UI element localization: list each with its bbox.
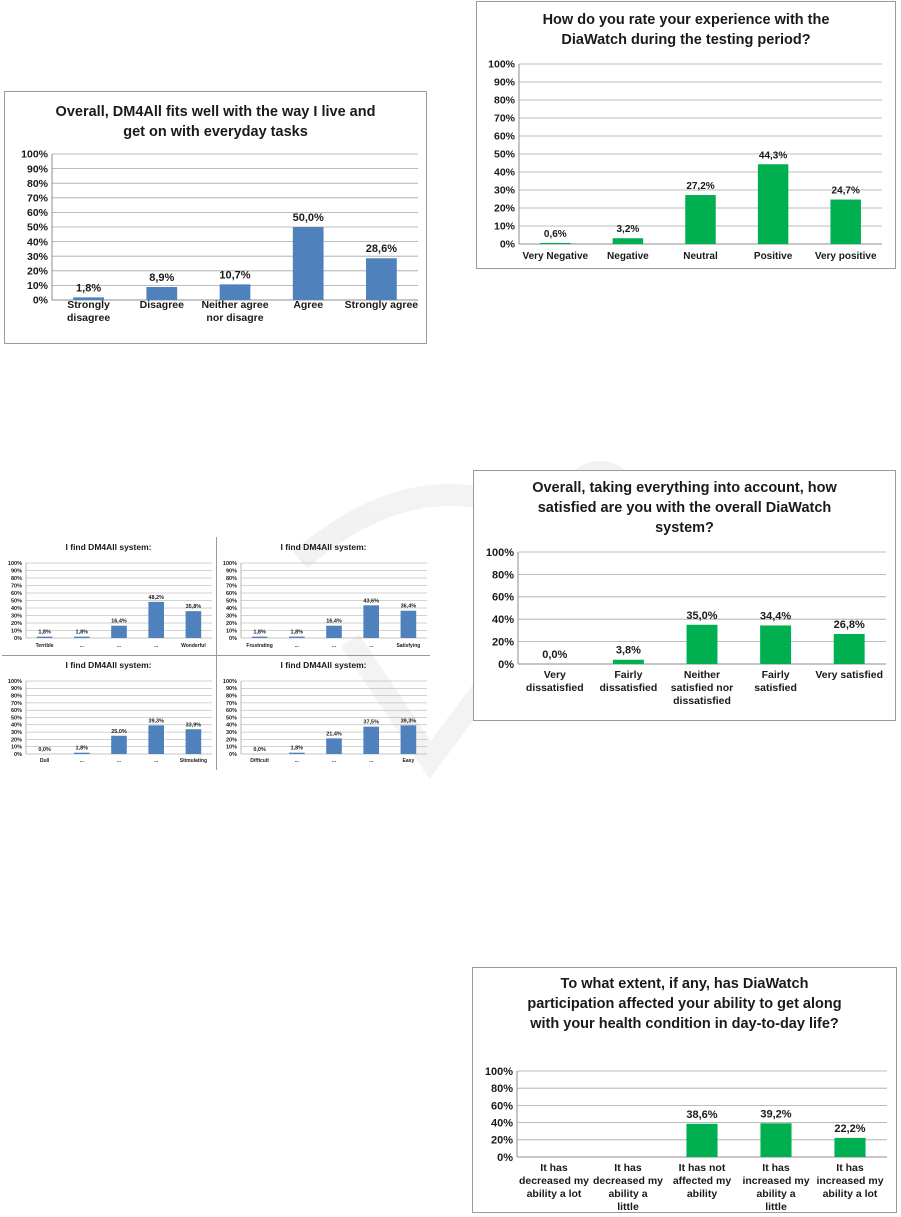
y-tick-label: 0% (14, 751, 22, 758)
data-label: 16,4% (326, 618, 342, 625)
data-label: 25,0% (111, 728, 127, 735)
bar (687, 625, 718, 664)
x-tick-label: Stimulating (179, 758, 208, 764)
y-tick-label: 20% (490, 1134, 513, 1147)
bar (613, 660, 644, 664)
y-tick-label: 30% (225, 730, 237, 737)
y-tick-label: 40% (490, 1117, 513, 1130)
y-tick-label: 60% (493, 130, 515, 143)
data-label: 26,8% (833, 618, 865, 631)
y-tick-label: 100% (7, 678, 22, 685)
y-tick-label: 20% (225, 620, 237, 627)
chart-title: Overall, taking everything into account, how satisfied are you with the overall DiaWatch system? (532, 480, 837, 536)
y-tick-label: 20% (491, 636, 514, 649)
data-label: 0,0% (38, 747, 51, 753)
y-tick-label: 20% (10, 737, 22, 744)
x-tick-label: It has not affected my ability (672, 1162, 732, 1200)
x-tick-label: Negative (607, 251, 649, 262)
data-label: 39,3% (148, 718, 165, 725)
y-tick-label: 90% (225, 686, 237, 693)
y-tick-label: 0% (497, 1151, 513, 1164)
data-label: 35,0% (686, 609, 718, 622)
y-tick-label: 80% (225, 575, 237, 582)
data-label: 27,2% (686, 181, 715, 193)
x-tick-label: Neutral (683, 251, 718, 262)
y-tick-label: 90% (26, 163, 48, 176)
y-tick-label: 80% (493, 94, 515, 107)
data-label: 28,6% (365, 243, 398, 256)
bar (289, 637, 305, 638)
bar (37, 637, 53, 638)
data-label: 1,8% (76, 282, 102, 295)
bar (148, 725, 164, 754)
bar (363, 605, 379, 638)
bar (366, 258, 397, 300)
y-tick-label: 40% (10, 722, 22, 729)
y-tick-label: 90% (493, 76, 515, 89)
chart-panel-diawatch-satisfaction (473, 470, 896, 721)
y-tick-label: 50% (493, 148, 515, 161)
y-tick-label: 50% (10, 715, 22, 722)
chart-svg (473, 968, 898, 1214)
chart-panel-diawatch-experience (476, 1, 896, 269)
data-label: 16,4% (111, 618, 127, 625)
bar (685, 195, 715, 244)
data-label: 43,6% (363, 598, 380, 605)
y-tick-label: 30% (225, 613, 237, 620)
x-tick-label: It has decreased my ability a little (592, 1162, 664, 1213)
y-tick-label: 30% (493, 184, 515, 197)
data-label: 1,8% (75, 629, 89, 636)
y-tick-label: 100% (222, 560, 237, 567)
x-tick-label: Very dissatisfied (525, 669, 584, 694)
y-tick-label: 50% (10, 598, 22, 605)
x-tick-label: Strongly agree (344, 299, 419, 311)
data-label: 33,9% (185, 722, 202, 729)
y-tick-label: 20% (10, 620, 22, 627)
x-tick-label: Fairly satisfied (754, 669, 797, 694)
data-label: 0,0% (253, 747, 266, 753)
x-tick-label: Frustrating (246, 643, 273, 649)
data-label: 1,8% (290, 629, 304, 636)
chart-title: To what extent, if any, has DiaWatch participation affected your ability to get along with your health condition in day-to-day life? (527, 976, 842, 1032)
bar (74, 753, 90, 754)
y-tick-label: 40% (493, 166, 515, 179)
data-label: 34,4% (759, 610, 792, 623)
x-tick-label: Fairly dissatisfied (599, 669, 658, 694)
y-tick-label: 100% (7, 560, 22, 567)
y-tick-label: 10% (10, 744, 22, 751)
y-tick-label: 0% (14, 635, 22, 642)
bar (111, 736, 127, 754)
y-tick-label: 0% (229, 635, 237, 642)
data-label: 3,8% (615, 644, 641, 657)
chart-title: I find DM4All system: (280, 542, 367, 552)
y-tick-label: 90% (10, 568, 22, 575)
data-label: 24,7% (831, 185, 860, 197)
y-tick-label: 30% (10, 730, 22, 737)
y-tick-label: 0% (498, 658, 514, 671)
x-tick-label: Neither satisfied nor dissatisfied (670, 669, 734, 707)
data-label: 1,8% (253, 629, 266, 636)
x-tick-label: Terrible (35, 643, 54, 649)
y-tick-label: 40% (10, 605, 22, 612)
y-tick-label: 100% (484, 1065, 513, 1078)
y-tick-label: 40% (225, 605, 237, 612)
bar (74, 637, 90, 638)
bar (252, 637, 268, 638)
y-tick-label: 20% (225, 737, 237, 744)
bar (289, 753, 305, 754)
y-tick-label: 70% (10, 583, 22, 590)
y-tick-label: 70% (493, 112, 515, 125)
y-tick-label: 30% (26, 250, 48, 263)
bar (220, 284, 251, 300)
chart-panel-terrible-wonderful (2, 537, 215, 654)
x-tick-label: ... (79, 758, 84, 764)
chart-title: I find DM4All system: (65, 660, 152, 670)
x-tick-label: Very positive (814, 251, 877, 262)
y-tick-label: 70% (225, 583, 237, 590)
y-tick-label: 10% (493, 220, 515, 233)
bar (326, 626, 342, 638)
data-label: 48,2% (148, 594, 165, 601)
y-tick-label: 80% (225, 693, 237, 700)
data-label: 39,3% (400, 718, 417, 725)
y-tick-label: 60% (10, 708, 22, 715)
chart-svg (217, 656, 430, 770)
chart-svg (2, 537, 215, 654)
y-tick-label: 70% (225, 700, 237, 707)
x-tick-label: It has increased my ability a lot (816, 1162, 884, 1200)
chart-title: I find DM4All system: (65, 542, 152, 552)
x-tick-label: Very Negative (522, 251, 589, 262)
x-tick-label: ... (369, 758, 374, 764)
y-tick-label: 100% (488, 58, 515, 71)
data-label: 0,0% (542, 649, 568, 661)
y-tick-label: 0% (499, 238, 515, 251)
data-label: 35,8% (185, 604, 202, 611)
data-label: 10,7% (219, 269, 251, 282)
bar (148, 602, 164, 638)
data-label: 21,4% (326, 731, 342, 738)
y-tick-label: 10% (10, 628, 22, 635)
small-charts-grid (2, 537, 430, 770)
y-tick-label: 90% (225, 568, 237, 575)
y-tick-label: 10% (225, 744, 237, 751)
x-tick-label: Very satisfied (815, 669, 884, 681)
chart-svg (477, 2, 897, 270)
bar (326, 738, 342, 754)
x-tick-label: ... (154, 758, 159, 764)
bar (830, 200, 860, 244)
x-tick-label: ... (79, 643, 84, 649)
y-tick-label: 50% (26, 221, 48, 234)
chart-title: I find DM4All system: (280, 660, 367, 670)
y-tick-label: 100% (485, 546, 514, 559)
y-tick-label: 50% (225, 598, 237, 605)
y-tick-label: 80% (26, 177, 48, 190)
y-tick-label: 60% (225, 590, 237, 597)
y-tick-label: 50% (225, 715, 237, 722)
y-tick-label: 40% (26, 236, 48, 249)
chart-svg (217, 537, 430, 654)
chart-panel-difficult-easy (217, 656, 430, 770)
x-tick-label: Difficult (250, 758, 269, 764)
y-tick-label: 10% (26, 280, 48, 293)
y-tick-label: 80% (490, 1083, 513, 1096)
chart-panel-dm4all-fits (4, 91, 427, 344)
data-label: 38,6% (686, 1108, 718, 1121)
data-label: 44,3% (758, 150, 788, 162)
x-tick-label: Neither agree nor disagre (201, 299, 269, 324)
data-label: 1,8% (290, 745, 304, 752)
data-label: 3,2% (616, 224, 640, 236)
bar (834, 634, 865, 664)
y-tick-label: 60% (225, 708, 237, 715)
x-tick-label: ... (294, 758, 299, 764)
x-tick-label: It has decreased my ability a lot (518, 1162, 590, 1200)
x-tick-label: Strongly disagree (66, 299, 111, 324)
x-tick-label: It has increased my ability a little (742, 1162, 810, 1213)
y-tick-label: 70% (26, 192, 48, 205)
bar (186, 729, 202, 754)
y-tick-label: 100% (21, 148, 48, 161)
y-tick-label: 0% (229, 751, 237, 758)
y-tick-label: 60% (10, 590, 22, 597)
x-tick-label: Dull (39, 758, 50, 764)
data-label: 0,6% (543, 228, 567, 240)
y-tick-label: 60% (491, 591, 514, 604)
x-tick-label: Easy (402, 758, 415, 764)
data-label: 36,4% (400, 603, 417, 610)
chart-panel-dull-stimulating (2, 656, 215, 770)
y-tick-label: 20% (493, 202, 515, 215)
y-tick-label: 40% (491, 614, 514, 627)
y-tick-label: 10% (225, 628, 237, 635)
x-tick-label: Positive (753, 251, 793, 262)
bar (686, 1124, 717, 1157)
y-tick-label: 40% (225, 722, 237, 729)
bar (613, 238, 643, 244)
x-tick-label: ... (294, 643, 299, 649)
data-label: 39,2% (760, 1108, 792, 1121)
bar (293, 227, 324, 300)
chart-panel-diawatch-health-ability (472, 967, 897, 1213)
x-tick-label: Agree (293, 299, 324, 311)
y-tick-label: 100% (222, 678, 237, 685)
bar (760, 625, 791, 664)
y-tick-label: 70% (10, 700, 22, 707)
bar (363, 727, 379, 754)
bar (758, 164, 788, 244)
y-tick-label: 0% (32, 294, 48, 307)
x-tick-label: ... (116, 758, 122, 764)
bar (540, 243, 570, 244)
data-label: 50,0% (292, 212, 324, 224)
x-tick-label: Satisfying (396, 643, 421, 649)
bar (401, 725, 417, 754)
y-tick-label: 80% (10, 575, 22, 582)
x-tick-label: Wonderful (181, 643, 206, 649)
x-tick-label: ... (331, 758, 337, 764)
chart-svg (474, 471, 897, 722)
y-tick-label: 60% (26, 207, 48, 220)
x-tick-label: ... (331, 643, 337, 649)
chart-title: Overall, DM4All fits well with the way I live and get on with everyday tasks (55, 104, 376, 140)
bar (186, 611, 202, 638)
data-label: 37,5% (363, 719, 380, 726)
x-tick-label: ... (369, 643, 374, 649)
y-tick-label: 90% (10, 686, 22, 693)
x-tick-label: Disagree (139, 299, 184, 311)
y-tick-label: 60% (490, 1100, 513, 1113)
chart-svg (5, 92, 428, 345)
y-tick-label: 80% (491, 569, 514, 582)
data-label: 22,2% (834, 1122, 866, 1135)
bar (834, 1138, 865, 1157)
chart-title: How do you rate your experience with the DiaWatch during the testing period? (542, 12, 830, 48)
bar (401, 611, 417, 638)
x-tick-label: ... (116, 643, 122, 649)
chart-svg (2, 656, 215, 770)
data-label: 1,8% (75, 745, 89, 752)
data-label: 8,9% (149, 272, 175, 285)
bar (760, 1123, 791, 1157)
y-tick-label: 20% (26, 265, 48, 278)
bar (111, 626, 127, 638)
chart-panel-frustrating-satisfying (217, 537, 430, 654)
y-tick-label: 80% (10, 693, 22, 700)
y-tick-label: 30% (10, 613, 22, 620)
data-label: 1,8% (38, 629, 51, 636)
x-tick-label: ... (154, 643, 159, 649)
